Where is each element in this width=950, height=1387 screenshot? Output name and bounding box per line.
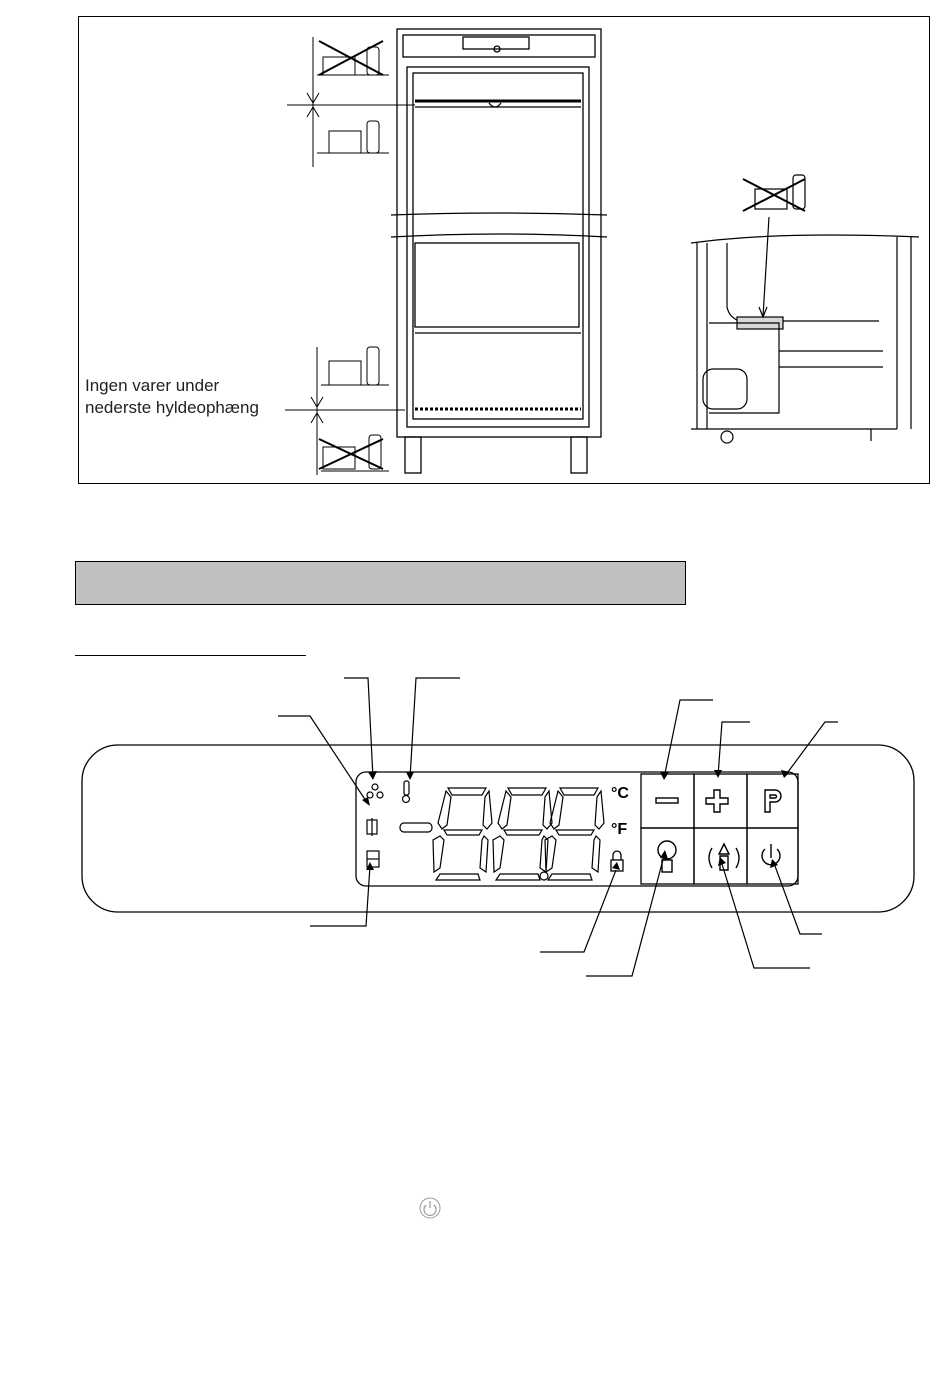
digit-1 bbox=[433, 788, 492, 880]
plus-glyph bbox=[706, 790, 728, 812]
digit-2 bbox=[493, 788, 552, 880]
thermometer-icon bbox=[403, 781, 410, 803]
display-window bbox=[356, 772, 798, 886]
decimal-point bbox=[540, 872, 548, 880]
subheading-underline bbox=[75, 655, 306, 656]
side-section bbox=[691, 175, 919, 443]
plus-button[interactable] bbox=[694, 774, 747, 828]
callout-lines bbox=[278, 678, 838, 976]
caption-line-2: nederste hyldeophæng bbox=[85, 398, 259, 417]
caption-line-1: Ingen varer under bbox=[85, 376, 220, 395]
control-panel-diagram bbox=[0, 670, 950, 990]
digit-3 bbox=[545, 788, 604, 880]
minus-glyph bbox=[656, 798, 678, 803]
power-icon bbox=[762, 844, 780, 865]
light-button[interactable] bbox=[641, 828, 694, 884]
unit-celsius: °C bbox=[611, 785, 629, 802]
section-heading-bar bbox=[75, 561, 686, 605]
caption bbox=[85, 375, 259, 419]
inline-power-icon bbox=[418, 1196, 442, 1220]
cabinet-figure bbox=[78, 16, 930, 484]
cabinet-body bbox=[397, 29, 601, 437]
program-button[interactable] bbox=[747, 774, 798, 828]
p-glyph bbox=[765, 790, 781, 812]
power-button[interactable] bbox=[747, 828, 798, 884]
display-minus-segment bbox=[400, 823, 432, 832]
fan-icon bbox=[367, 784, 383, 798]
compressor-icon bbox=[367, 818, 377, 836]
defrost-icon bbox=[709, 844, 739, 870]
unit-fahrenheit: °F bbox=[611, 821, 628, 838]
display-digits bbox=[433, 788, 604, 880]
minus-button[interactable] bbox=[641, 774, 694, 828]
